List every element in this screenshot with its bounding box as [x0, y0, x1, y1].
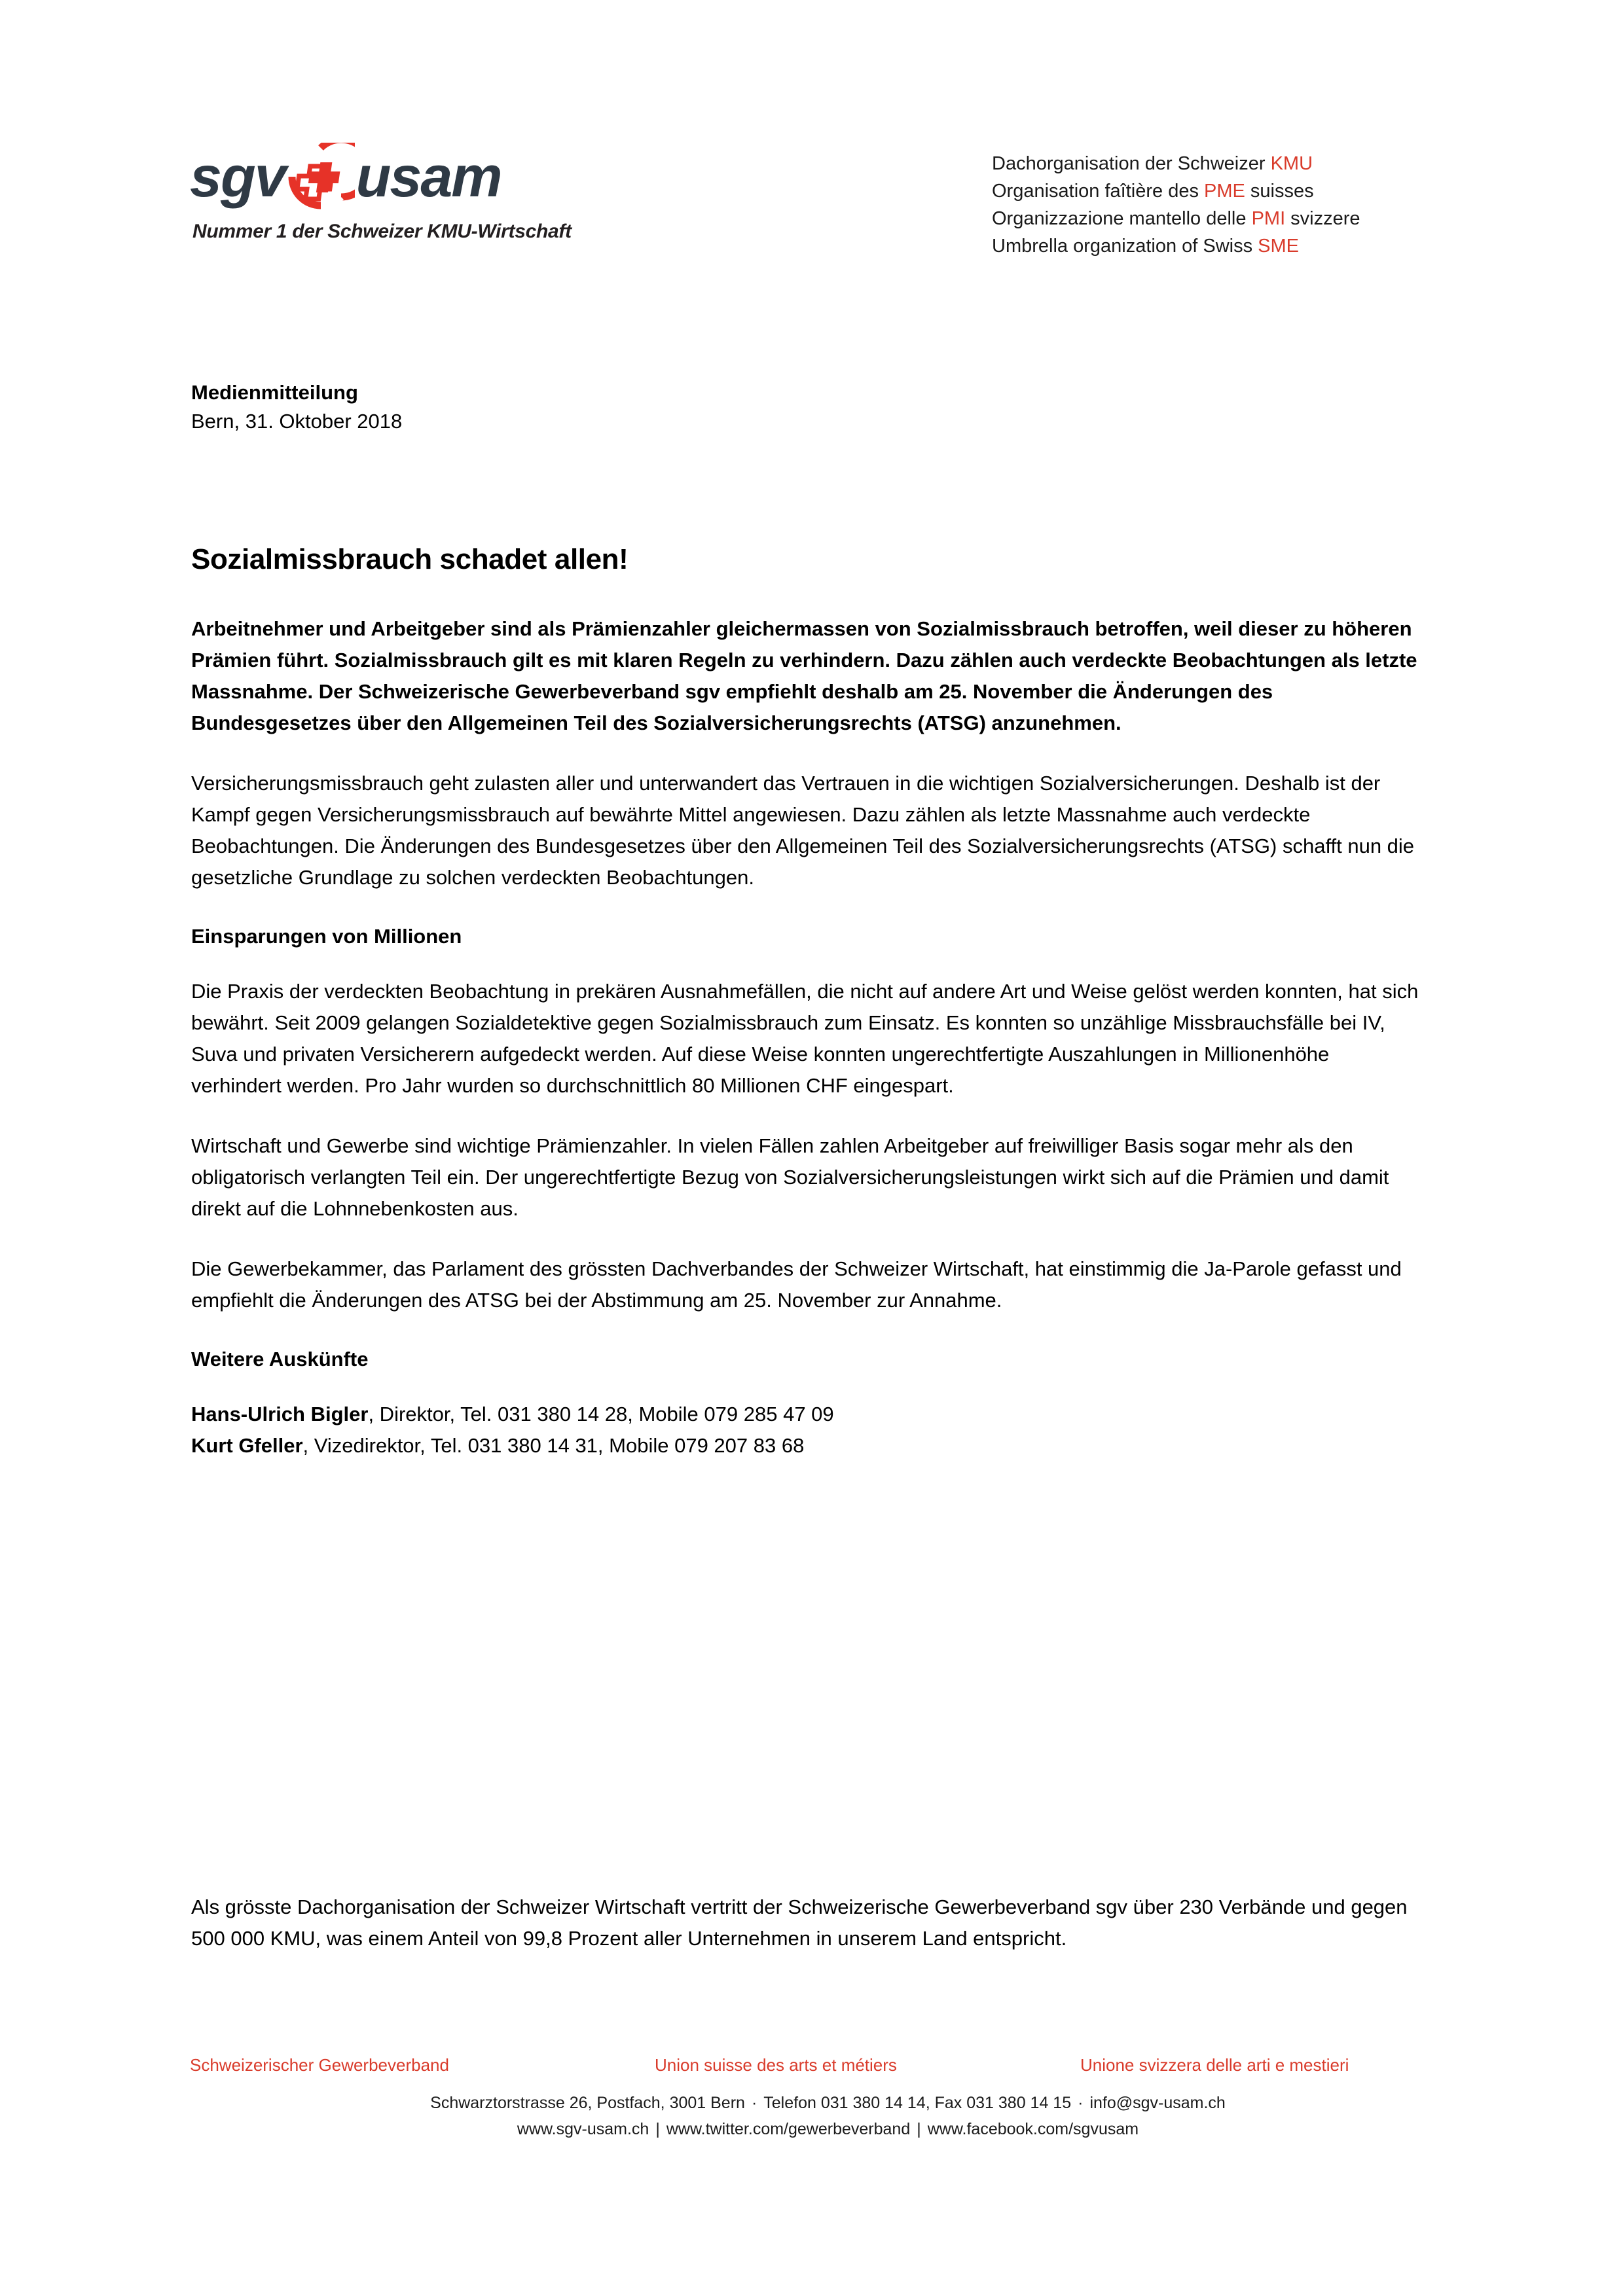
footer-organisation-names — [190, 2055, 1466, 2075]
logo-tagline: Nummer 1 der Schweizer KMU-Wirtschaft — [192, 221, 572, 242]
body-paragraph-3: Wirtschaft und Gewerbe sind wichtige Prämienzahler. In vielen Fällen zahlen Arbeitgeber auf freiwilliger Basis sogar mehr als den obligatorisch verlangten Teil ein. Der ungerechtfertigte Bezug von Sozialversicherungsleistungen wirkt sich auf die Prämien und damit direkt auf die Lohnnebenkosten aus. — [191, 1134, 1389, 1220]
footer-separator-dot: · — [1078, 2094, 1084, 2112]
body-paragraph-2: Die Praxis der verdeckten Beobachtung in prekären Ausnahmefällen, die nicht auf andere Art und Weise gelöst werden konnten, hat sich bewährt. Seit 2009 gelangen Sozialdetektive gegen Sozialmissbrauch zum Einsatz. Es konnten so unzählige Missbrauchsfälle bei IV, Suva und privaten Versicherern aufgedeckt werden. Auf diese Weise konnten ungerechtfertigte Auszahlungen in Millionenhöhe verhindert werden. Pro Jahr wurden so durchschnittlich 80 Millionen CHF eingespart. — [191, 979, 1419, 1097]
tagline-it-suffix: svizzere — [1285, 208, 1360, 229]
logo-wordmark — [190, 141, 583, 213]
contact-name: Kurt Gfeller — [191, 1433, 303, 1457]
footer-street-address: Schwarztorstrasse 26, Postfach, 3001 Bern — [430, 2094, 745, 2112]
footer-links-line — [190, 2116, 1466, 2142]
list-item — [191, 1430, 1422, 1462]
tagline-en-accent: SME — [1258, 236, 1300, 257]
organisation-boilerplate: Als grösste Dachorganisation der Schweizer Wirtschaft vertritt der Schweizerische Gewerbeverband sgv über 230 Verbände und gegen 500 000 KMU, was einem Anteil von 99,8 Prozent aller Unternehmen in unserem Land entspricht. — [191, 1895, 1408, 1950]
section-heading-weitere-auskuenfte: Weitere Auskünfte — [191, 1347, 369, 1371]
tagline-fr-accent: PME — [1204, 181, 1245, 202]
footer-website-link[interactable]: www.sgv-usam.ch — [517, 2120, 649, 2138]
footer-facebook-link[interactable]: www.facebook.com/sgvusam — [927, 2120, 1139, 2138]
footer-separator-pipe: | — [655, 2120, 660, 2138]
document-meta — [191, 378, 402, 436]
footer-email-link[interactable]: info@sgv-usam.ch — [1089, 2094, 1226, 2112]
footer-org-de: Schweizerischer Gewerbeverband — [190, 2055, 449, 2075]
tagline-fr-prefix: Organisation faîtière des — [992, 181, 1205, 202]
tagline-it-accent: PMI — [1251, 208, 1286, 229]
umbrella-organisation-taglines — [992, 150, 1360, 260]
tagline-de — [992, 150, 1360, 177]
tagline-it — [992, 205, 1360, 232]
page-header — [190, 141, 1466, 278]
body-paragraph-1: Versicherungsmissbrauch geht zulasten aller und unterwandert das Vertrauen in die wichtigen Sozialversicherungen. Deshalb ist der Kampf gegen Versicherungsmissbrauch auf bewährte Mittel angewiesen. Dazu zählen als letzte Massnahme auch verdeckte Beobachtungen. Die Änderungen des Bundesgesetzes über den Allgemeinen Teil des Sozialversicherungsrechts (ATSG) schafft nun die gesetzliche Grundlage zu solchen verdeckten Beobachtungen. — [191, 771, 1415, 889]
sgv-usam-logo — [190, 141, 583, 243]
footer-phone-fax: Telefon 031 380 14 14, Fax 031 380 14 15 — [763, 2094, 1072, 2112]
contact-details: , Direktor, Tel. 031 380 14 28, Mobile 079 285 47 09 — [368, 1402, 834, 1426]
tagline-de-prefix: Dachorganisation der Schweizer — [992, 153, 1271, 174]
page-footer — [190, 2055, 1466, 2142]
swiss-cross-circle-logo-icon — [287, 143, 355, 211]
page-title: Sozialmissbrauch schadet allen! — [191, 543, 629, 575]
document-body — [191, 543, 1422, 1462]
footer-org-fr: Union suisse des arts et métiers — [655, 2055, 897, 2075]
footer-address-line — [190, 2090, 1466, 2116]
contact-list — [191, 1399, 1422, 1462]
document-kind: Medienmitteilung — [191, 381, 358, 404]
tagline-de-accent: KMU — [1270, 153, 1313, 174]
list-item — [191, 1399, 1422, 1430]
contact-details: , Vizedirektor, Tel. 031 380 14 31, Mobile 079 207 83 68 — [302, 1433, 805, 1457]
footer-org-it: Unione svizzera delle arti e mestieri — [1080, 2055, 1349, 2075]
logo-word-sgv: sgv — [190, 144, 285, 209]
tagline-en-prefix: Umbrella organization of Swiss — [992, 236, 1258, 257]
logo-word-usam: usam — [356, 144, 501, 209]
footer-contact-details — [190, 2090, 1466, 2142]
lead-paragraph: Arbeitnehmer und Arbeitgeber sind als Prämienzahler gleichermassen von Sozialmissbrauch betroffen, weil dieser zu höheren Prämien führt. Sozialmissbrauch gilt es mit klaren Regeln zu verhindern. Dazu zählen auch verdeckte Beobachtungen als letzte Massnahme. Der Schweizerische Gewerbeverband sgv empfiehlt deshalb am 25. November die Änderungen des Bundesgesetzes über den Allgemeinen Teil des Sozialversicherungsrechts (ATSG) anzunehmen. — [191, 617, 1417, 734]
section-heading-einsparungen: Einsparungen von Millionen — [191, 924, 462, 948]
tagline-it-prefix: Organizzazione mantello delle — [992, 208, 1252, 229]
tagline-fr — [992, 177, 1360, 205]
contact-name: Hans-Ulrich Bigler — [191, 1402, 369, 1426]
body-paragraph-4: Die Gewerbekammer, das Parlament des grössten Dachverbandes der Schweizer Wirtschaft, hat einstimmig die Ja-Parole gefasst und empfiehlt die Änderungen des ATSG bei der Abstimmung am 25. November zur Annahme. — [191, 1257, 1402, 1312]
footer-twitter-link[interactable]: www.twitter.com/gewerbeverband — [666, 2120, 911, 2138]
footer-separator-dot: · — [751, 2094, 757, 2112]
footer-separator-pipe: | — [917, 2120, 921, 2138]
tagline-fr-suffix: suisses — [1245, 181, 1314, 202]
tagline-en — [992, 232, 1360, 260]
document-place-date: Bern, 31. Oktober 2018 — [191, 410, 403, 433]
